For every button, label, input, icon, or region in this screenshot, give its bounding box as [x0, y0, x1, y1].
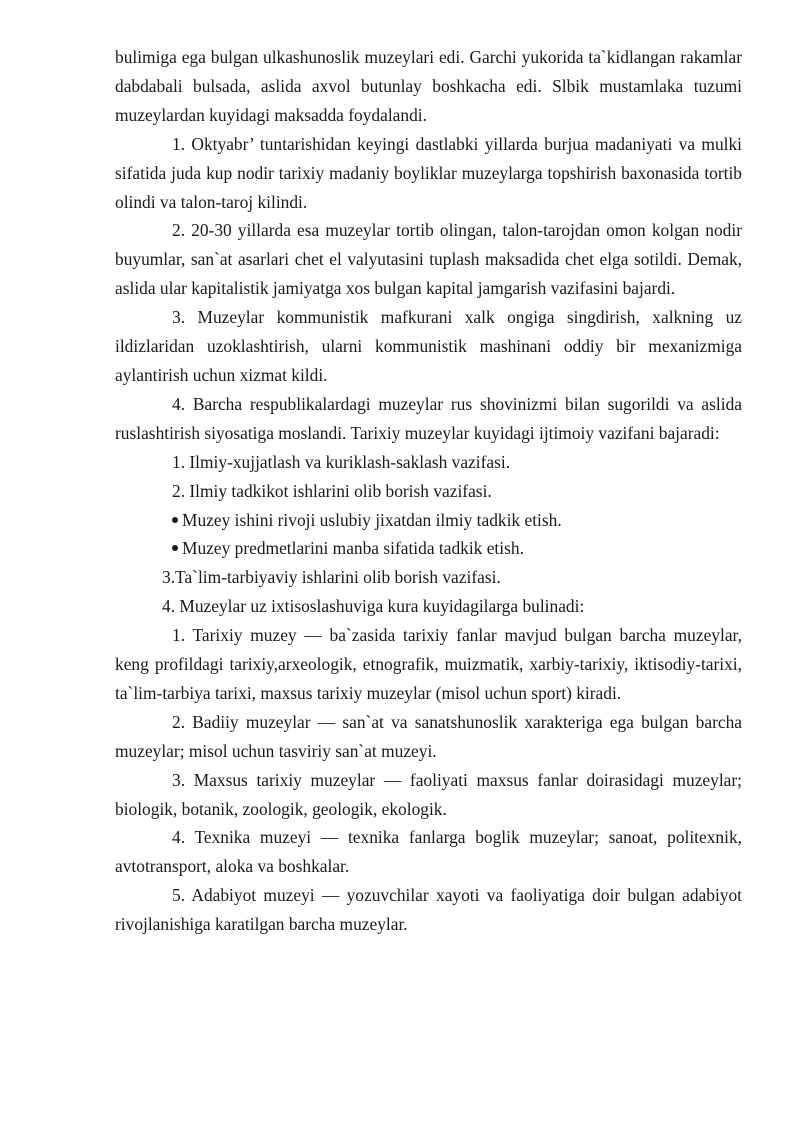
bullet-item-2 [115, 534, 742, 563]
list-item-classification: 4. Muzeylar uz ixtisoslashuviga kura kuyidagilarga bulinadi: [162, 596, 585, 617]
paragraph-item-4: 4. Barcha respublikalardagi muzeylar rus shovinizmi bilan sugorildi va aslida ruslashtirish siyosatiga moslandi. Tarixiy muzeylar kuyidagi ijtimoiy vazifani bajaradi: [115, 393, 742, 443]
list-item-function-3: 3.Ta`lim-tarbiyaviy ishlarini olib borish vazifasi. [162, 567, 501, 588]
museum-type-3: 3. Maxsus tarixiy muzeylar — faoliyati maxsus fanlar doirasidagi muzeylar; biologik, botanik, zoologik, geologik, ekologik. [115, 769, 742, 819]
bullet-item-1 [115, 506, 742, 535]
bullet-text: Muzey ishini rivoji uslubiy jixatdan ilmiy tadkik etish. [182, 509, 562, 530]
bullet-text: Muzey predmetlarini manba sifatida tadkik etish. [182, 538, 524, 559]
paragraph-item-2: 2. 20-30 yillarda esa muzeylar tortib olingan, talon-tarojdan omon kolgan nodir buyumlar, san`at asarlari chet el valyutasini tuplash maksadida chet elga sotildi. Demak, aslida ular kapitalistik jamiyatga xos bulgan kapital jamgarish vazifasini bajardi. [115, 220, 742, 299]
museum-type-2: 2. Badiiy muzeylar — san`at va sanatshunoslik xarakteriga ega bulgan barcha muzeylar; misol uchun tasviriy san`at muzeyi. [115, 711, 742, 761]
paragraph-item-1: 1. Oktyabr’ tuntarishidan keyingi dastlabki yillarda burjua madaniyati va mulki sifatida juda kup nodir tarixiy madaniy boyliklar muzeylarga topshirish baxonasida tortib olindi va talon-taroj kilindi. [115, 133, 742, 212]
museum-type-5: 5. Adabiyot muzeyi — yozuvchilar xayoti va faoliyatiga doir bulgan adabiyot rivojlanishiga karatilgan barcha muzeylar. [115, 885, 742, 935]
paragraph-intro: bulimiga ega bulgan ulkashunoslik muzeylari edi. Garchi yukorida ta`kidlangan rakamlar dabdabali bulsada, aslida axvol butunlay boshkacha edi. Slbik mustamlaka tuzumi muzeylardan kuyidagi maksadda foydalandi. [115, 47, 742, 125]
list-item-function-1: 1. Ilmiy-xujjatlash va kuriklash-saklash vazifasi. [172, 451, 511, 472]
paragraph-item-3: 3. Muzeylar kommunistik mafkurani xalk ongiga singdirish, xalkning uz ildizlaridan uzoklashtirish, ularni kommunistik mashinani oddiy bir mexanizmiga aylantirish uchun xizmat kildi. [115, 307, 742, 385]
bullet-icon [172, 517, 178, 523]
museum-type-1: 1. Tarixiy muzey — ba`zasida tarixiy fanlar mavjud bulgan barcha muzeylar, keng profildagi tarixiy,arxeologik, etnografik, muizmatik, xarbiy-tarixiy, iktisodiy-tarixi, ta`lim-tarbiya tarixi, maxsus tarixiy muzeylar (misol uchun sport) kiradi. [115, 625, 742, 703]
list-item-function-2: 2. Ilmiy tadkikot ishlarini olib borish vazifasi. [172, 480, 492, 501]
museum-type-4: 4. Texnika muzeyi — texnika fanlarga boglik muzeylar; sanoat, politexnik, avtotransport, aloka va boshkalar. [115, 827, 742, 877]
document-page [115, 43, 742, 939]
bullet-icon [172, 545, 178, 551]
